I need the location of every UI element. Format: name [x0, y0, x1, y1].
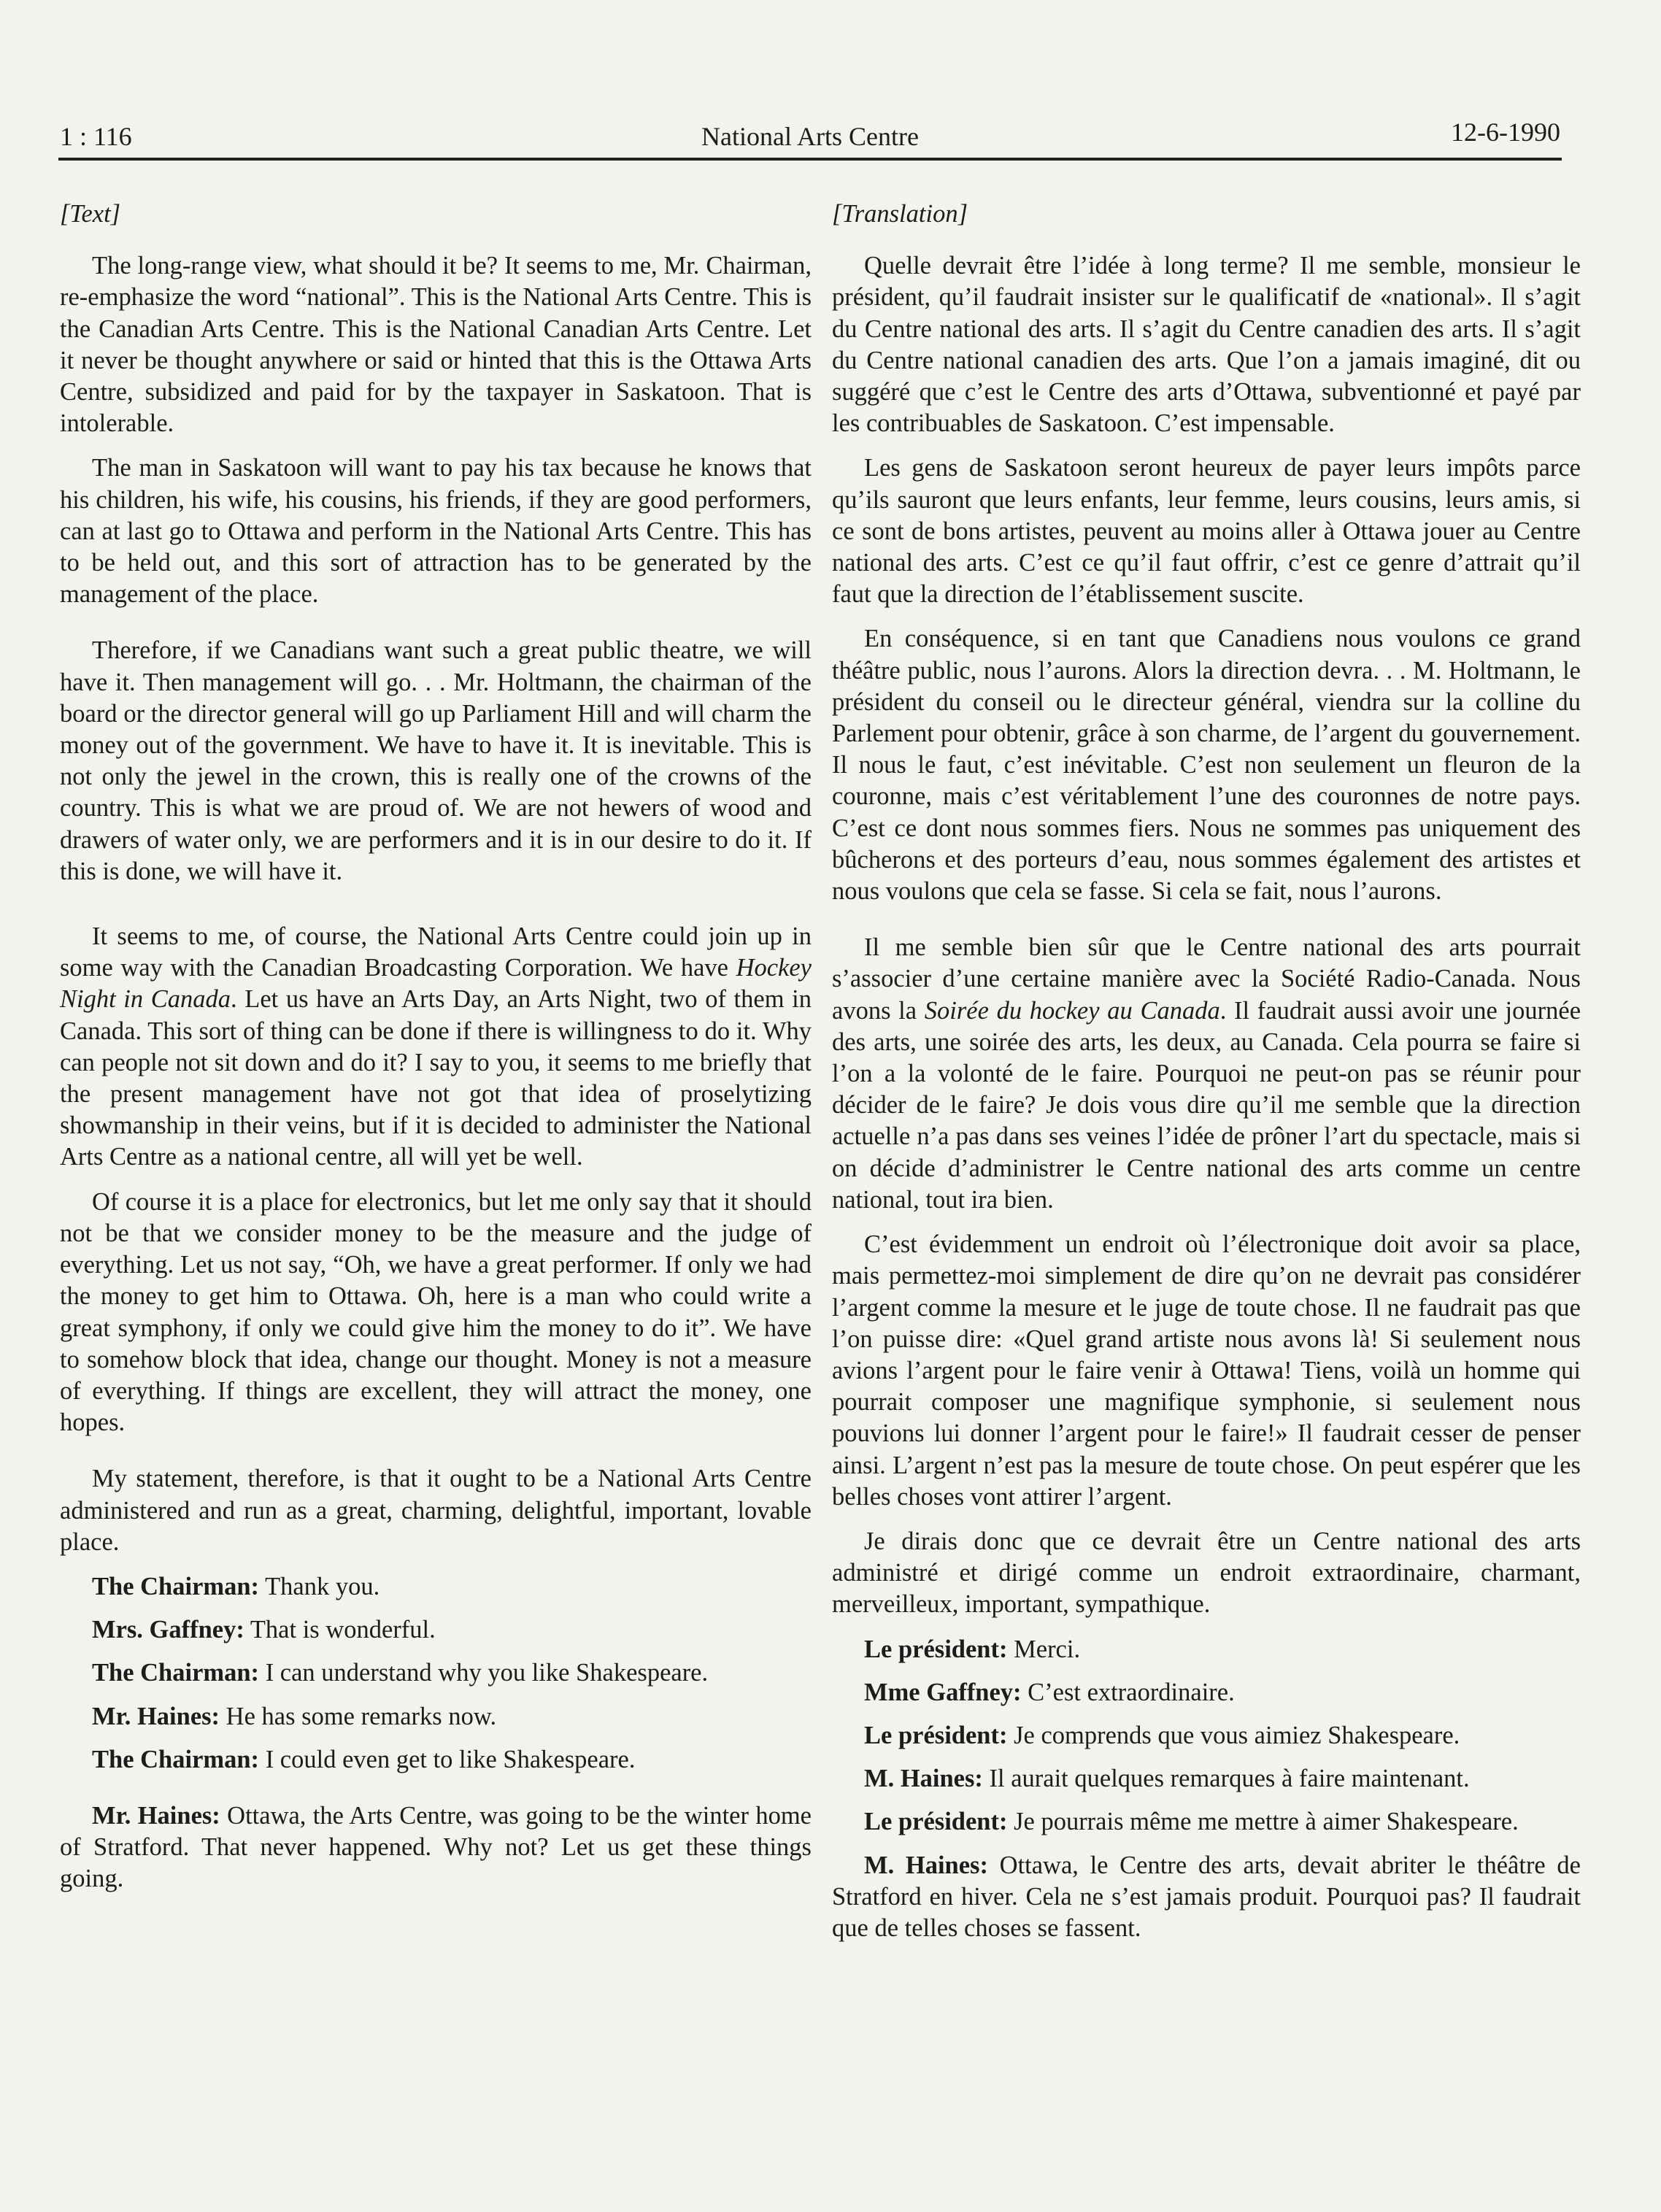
dialogue-line: The Chairman: I can understand why you like Shakespeare. [92, 1659, 709, 1687]
french-column [832, 199, 1581, 1956]
dialogue-line: Mr. Haines: Ottawa, the Arts Centre, was going to be the winter home of Stratford. That never happened. Why not? Let us get these things going. [60, 1801, 812, 1893]
speaker: Mrs. Gaffney: [92, 1616, 244, 1644]
paragraph: En conséquence, si en tant que Canadiens nous voulons ce grand théâtre public, nous l’aurons. Alors la direction devra. . . M. Holtmann, le président du conseil ou le directeur général, viendra sur la colline du Parlement pour obtenir, grâce à son charme, de l’argent du gouvernement. Il nous le faut, c’est inévitable. C’est non seulement un fleuron de la couronne, mais c’est véritablement l’une des couronnes de notre pays. C’est ce dont nous sommes fiers. Nous ne sommes pas uniquement des bûcherons et des porteurs d’eau, nous sommes également des artistes et nous voulons que cela se fasse. Si cela se fait, nous l’aurons. [832, 625, 1581, 906]
running-title: National Arts Centre [701, 122, 919, 151]
paragraph: Quelle devrait être l’idée à long terme? Il me semble, monsieur le président, qu’il faudrait insister sur le qualificatif de «national». Il s’agit du Centre national des arts. Il s’agit du Centre canadien des arts. Il s’agit du Centre national canadien des arts. Que l’on a jamais imaginé, dit ou suggéré que c’est le Centre des arts d’Ottawa, subventionné et payé par les contribuables de Saskatoon. C’est impensable. [832, 252, 1581, 438]
dialogue-line: Le président: Merci. [864, 1635, 1081, 1663]
paragraph: Je dirais donc que ce devrait être un Centre national des arts administré et dirigé comme un endroit extraordinaire, charmant, merveilleux, important, sympathique. [832, 1527, 1581, 1619]
dialogue-line: M. Haines: Ottawa, le Centre des arts, devait abriter le théâtre de Stratford en hiver. Cela ne s’est jamais produit. Pourquoi pas? Il faudrait que de telles choses se fassent. [832, 1851, 1581, 1942]
dialogue-line: Le président: Je pourrais même me mettre à aimer Shakespeare. [864, 1808, 1519, 1836]
speaker: M. Haines: [864, 1765, 983, 1793]
dialogue-line: Mme Gaffney: C’est extraordinaire. [864, 1678, 1235, 1706]
speaker: M. Haines: [864, 1851, 988, 1879]
paragraph: Therefore, if we Canadians want such a great public theatre, we will have it. Then management will go. . . Mr. Holtmann, the chairman of the board or the director general will go up Parliament Hill and will charm the money out of the government. We have to have it. It is inevitable. This is not only the jewel in the crown, this is really one of the crowns of the country. This is what we are proud of. We are not hewers of wood and drawers of water only, we are performers and it is in our desire to do it. If this is done, we will have it. [60, 636, 812, 885]
speaker: The Chairman: [92, 1659, 260, 1687]
program-title: Soirée du hockey au Canada [924, 996, 1220, 1025]
dialogue-line: Mr. Haines: He has some remarks now. [92, 1702, 497, 1730]
paragraph: The man in Saskatoon will want to pay his tax because he knows that his children, his wife, his cousins, his friends, if they are good performers, can at last go to Ottawa and perform in the National Arts Centre. This has to be held out, and this sort of attraction has to be generated by the management of the place. [60, 454, 812, 609]
dialogue-line: M. Haines: Il aurait quelques remarques à faire maintenant. [864, 1765, 1470, 1793]
dialogue-line: The Chairman: I could even get to like Shakespeare. [92, 1745, 636, 1773]
speaker: Mr. Haines: [92, 1702, 220, 1730]
speaker: Mr. Haines: [92, 1801, 220, 1830]
text-tag: [Text] [60, 200, 121, 228]
paragraph: My statement, therefore, is that it ought to be a National Arts Centre administered and run as a great, charming, delightful, important, lovable place. [60, 1465, 812, 1556]
speaker: The Chairman: [92, 1572, 260, 1600]
dialogue-line: Mrs. Gaffney: That is wonderful. [92, 1616, 436, 1644]
speaker: Le président: [864, 1808, 1008, 1836]
english-column [60, 199, 812, 1907]
program-title: Hockey Night in Canada [60, 954, 812, 1014]
paragraph: Les gens de Saskatoon seront heureux de payer leurs impôts parce qu’ils sauront que leurs enfants, leur femme, leurs cousins, leurs amis, si ce sont de bons artistes, peuvent au moins aller à Ottawa jouer au Centre national des arts. C’est ce qu’il faut offrir, c’est ce genre d’attrait qu’il faut que la direction de l’établissement suscite. [832, 454, 1581, 609]
speaker: Le président: [864, 1635, 1008, 1663]
dialogue-line: The Chairman: Thank you. [92, 1572, 380, 1600]
paragraph: It seems to me, of course, the National Arts Centre could join up in some way with the Canadian Broadcasting Corporation. We have Hockey Night in Canada. Let us have an Arts Day, an Arts Night, two of them in Canada. This sort of thing can be done if there is willingness to do it. Why can people not sit down and do it? I say to you, it seems to me briefly that the present management have not got that idea of proselytizing showmanship in their veins, but if it is decided to administer the National Arts Centre as a national centre, all will yet be well. [60, 922, 812, 1171]
speaker: Mme Gaffney: [864, 1678, 1022, 1706]
paragraph: The long-range view, what should it be? It seems to me, Mr. Chairman, re-emphasize the word “national”. This is the National Arts Centre. This is the Canadian Arts Centre. This is the National Canadian Arts Centre. Let it never be thought anywhere or said or hinted that this is the Ottawa Arts Centre, subsidized and paid for by the taxpayer in Saskatoon. That is intolerable. [60, 252, 812, 438]
page-number: 1 : 116 [60, 122, 132, 151]
sitting-date: 12-6-1990 [1451, 117, 1560, 147]
paragraph: Of course it is a place for electronics, but let me only say that it should not be that we consider money to be the measure and the judge of everything. Let us not say, “Oh, we have a great performer. If only we had the money to get him to Ottawa. Oh, here is a man who could write a great symphony, if only we could give him the money to do it”. We have to somehow block that idea, change our thought. Money is not a measure of everything. If things are excellent, they will attract the money, one hopes. [60, 1187, 812, 1437]
translation-tag: [Translation] [832, 200, 968, 228]
speaker: The Chairman: [92, 1745, 260, 1773]
paragraph: C’est évidemment un endroit où l’électronique doit avoir sa place, mais permettez-moi simplement de dire qu’on ne devrait pas considérer l’argent comme la mesure et le juge de toute chose. Il ne faudrait pas que l’on puisse dire: «Quel grand artiste nous avons là! Si seulement nous avions l’argent pour le faire venir à Ottawa! Tiens, voilà un homme qui pourrait composer une magnifique symphonie, si seulement nous pouvions lui donner l’argent pour le faire!» Il faudrait cesser de penser ainsi. L’argent n’est pas la mesure de toute chose. On peut espérer que les belles choses vont attirer l’argent. [832, 1230, 1581, 1511]
page-header [58, 108, 1562, 161]
dialogue-line: Le président: Je comprends que vous aimiez Shakespeare. [864, 1721, 1460, 1749]
speaker: Le président: [864, 1721, 1008, 1749]
paragraph: Il me semble bien sûr que le Centre national des arts pourrait s’associer d’une certaine manière avec la Société Radio-Canada. Nous avons la Soirée du hockey au Canada. Il faudrait aussi avoir une journée des arts, une soirée des arts, les deux, au Canada. Cela pourra se faire si l’on a la volonté de le faire. Pourquoi ne peut-on pas se réunir pour décider de le faire? Je dois vous dire qu’il me semble que la direction actuelle n’a pas dans ses veines l’idée de prôner l’art du spectacle, mais si on décide d’administrer le Centre national des arts comme un centre national, tout ira bien. [832, 933, 1581, 1214]
